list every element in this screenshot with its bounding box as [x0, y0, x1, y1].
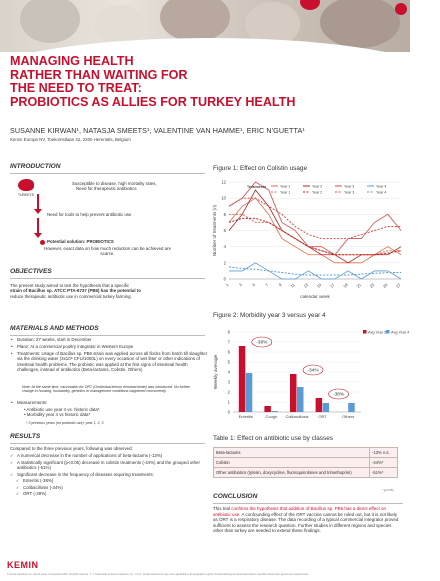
methods-list: [10, 337, 208, 374]
y-tick-label: 2: [227, 389, 230, 395]
authors: SUSANNE KIRWAN¹, NATASJA SMEETS¹, VALENTINE VAN HAMME¹, ERIC N'GUETTA¹: [10, 126, 305, 135]
y-tick-label: 4: [227, 369, 230, 375]
methods-footnote: * 3 previous years (no probiotic use): year 1, 2, 3: [26, 421, 104, 425]
turkey-photo-shape: [160, 0, 230, 42]
turkey-photo-shape: [20, 0, 80, 43]
legend-entry: Year 1: [280, 190, 291, 195]
bar-cough-1: [264, 406, 271, 412]
antibiotic-class-table: [213, 447, 398, 478]
x-tick-label: 19: [342, 282, 349, 289]
flow-arrow-head: [34, 209, 42, 214]
y-tick-label: 5: [227, 359, 230, 365]
intro-text: Need for therapeutic antibiotics: [76, 186, 137, 192]
result-item: ✓ A statistically significant (p<0.05) decrease in colistin treatments (-44%) and the grouped other antibiotics (-51%): [10, 460, 205, 471]
measurement-item: • Morbidity year 4 vs historic data*: [24, 412, 91, 418]
annotation-label: -38%: [332, 392, 345, 398]
x-tick-label: 15: [315, 282, 323, 289]
kemin-corner-mark: [395, 3, 407, 15]
y-tick-label: 4: [223, 244, 226, 250]
title-line: PROBIOTICS AS ALLIES FOR TURKEY HEALTH: [10, 94, 296, 109]
legend-entry: Year 4: [376, 190, 387, 195]
y-tick-label: 6: [223, 228, 226, 233]
y-axis-label: Number of treatments (n): [212, 204, 217, 257]
poster-title: [10, 55, 405, 109]
y-tick-label: 12: [221, 179, 226, 185]
intro-text: However, exact data on how much reduction can be achieved are: [43, 246, 172, 251]
results-intro: Compared to the three previous years, following was observed:: [10, 446, 133, 451]
bar-colibacillosis-2: [297, 387, 304, 412]
conclusion-heading: CONCLUSION: [213, 493, 258, 500]
bar-ort-2: [323, 403, 330, 412]
legend-entry: Year 3: [344, 190, 355, 195]
header-banner-image: [0, 0, 410, 52]
series-line-4: [229, 263, 401, 279]
conclusion-part: This trial: [213, 506, 232, 511]
x-tick-label: 21: [355, 282, 363, 289]
turkey-icon-label: TURKEYS: [18, 193, 35, 197]
table-row: [214, 468, 398, 478]
x-tick-label: 9: [277, 282, 283, 288]
x-tick-label: 7: [264, 282, 270, 288]
y-tick-label: 8: [223, 211, 226, 217]
result-item: ✓ A numerical decrease in the number of applications of beta-lactams (-13%): [10, 453, 205, 458]
y-tick-label: 2: [223, 260, 226, 266]
result-item: ✓ Significant decrease in the frequency of diseases requiring treatments:: [10, 472, 205, 477]
y-tick-label: 10: [221, 195, 226, 201]
title-line: THE NEED TO TREAT:: [10, 81, 142, 95]
colistin-usage-line-chart: [211, 176, 406, 301]
intro-line-1: [72, 181, 202, 192]
flow-arrow-shaft: [37, 194, 39, 210]
x-tick-label: 27: [395, 282, 402, 289]
x-tick-label: 23: [368, 282, 376, 289]
objectives-line: strain of Bacillus sp. ATCC PTA-6737 (PB6) has the potential to: [10, 288, 141, 294]
table-cell-label: Colistin: [214, 458, 370, 468]
title-line: RATHER THAN WAITING FOR: [10, 67, 188, 82]
table-cell-value: -13% n.s.: [370, 448, 398, 458]
legend-entry: Year 4: [376, 184, 387, 189]
x-tick-label: Enteritis: [238, 414, 254, 419]
bar-enteritis-1: [239, 346, 246, 412]
flow-arrow-shaft: [37, 218, 39, 234]
table-cell-value: -51%*: [370, 468, 398, 478]
turkey-wattle-shape: [300, 0, 320, 10]
bar-ort-1: [316, 398, 323, 412]
methods-heading: MATERIALS AND METHODS: [10, 325, 99, 332]
x-tick-label: 17: [328, 282, 336, 289]
series-line-6: [229, 218, 401, 254]
measurements-list: [10, 400, 208, 407]
objectives-line: The present study aimed to test the hypothesis that a specific: [10, 283, 130, 288]
figure2-title: Figure 2: Morbidity year 3 versus year 4: [213, 312, 326, 319]
y-tick-label: 6: [227, 349, 230, 355]
intro-line-2: Need for tools to help prevent antibiotic use: [47, 212, 132, 217]
bar-enteritis-2: [246, 373, 253, 412]
probiotic-icon: [40, 240, 45, 245]
result-subitem: ✓ ORT (-38%): [10, 491, 205, 496]
intro-text: scarce.: [100, 251, 115, 257]
y-tick-label: 0: [223, 276, 226, 282]
table-cell-label: Beta-lactams: [214, 448, 370, 458]
y-tick-label: 8: [227, 329, 230, 335]
table-cell-label: Other antibiotics (tylosin, doxycycline, fluoroquinolones and trimethoprim): [214, 468, 370, 478]
list-item: • Treatments: Usage of Bacillus sp. PB6 strain was applied across all flocks from hatch till slaughter via the drinking water (3x10⁸ CFU/1000L) on every occasion of wet litter or other indications of intestinal health problems. The probiotic was applied at the first signs of intestinal health challenges, instead of antibiotics (Beta-lactams, Colistin, Others): [10, 351, 208, 373]
x-tick-label: Colibacillosis: [285, 414, 309, 419]
x-tick-label: 5: [251, 282, 257, 288]
results-heading: RESULTS: [10, 433, 41, 440]
section-divider: [10, 278, 205, 279]
measurement-item: • Antibiotic use year 4 vs. historic data*: [24, 407, 100, 412]
x-tick-label: 3: [237, 282, 243, 288]
annotation-label: -38%: [256, 340, 268, 346]
x-tick-label: 11: [289, 282, 296, 289]
section-divider: [10, 443, 205, 444]
section-divider: [10, 335, 205, 336]
bar-colibacillosis-1: [290, 374, 297, 412]
legend-entry: Year 3: [344, 184, 355, 189]
legend-entry: Avg Year 4: [391, 330, 410, 335]
footer-legal: © Kemin Industries, Inc. and its group of companies 2019. All rights reserved. ® ™ Trademarks of Kemin Industries, Inc., U.S.A. Certain statements may not be applicable in all geographic regions. Product labeling and associated claims may differ based upon government requirements.: [7, 573, 309, 576]
list-item: • Measurements:: [10, 400, 208, 405]
legend-entry: Avg Year 3: [368, 330, 387, 335]
x-tick-label: 25: [381, 282, 389, 289]
legend-swatch: [363, 330, 367, 334]
conclusion-highlight: confirms the hypothesis that addition of Bacillus sp. PB6 has a direct effect on antibiotic use.: [213, 506, 387, 517]
x-axis-label: calendar week: [300, 294, 330, 299]
flow-arrow-head: [34, 233, 42, 238]
objectives-text: [10, 283, 208, 299]
bar-cough-2: [271, 411, 278, 412]
x-tick-label: ORT: [318, 414, 327, 419]
affiliation: Kemin Europa NV, Toekomstlaan 42, 2200 Herentals, Belgium: [10, 137, 131, 142]
legend-entry: Year 2: [312, 184, 323, 189]
legend-swatch: [386, 330, 390, 334]
y-tick-label: 0: [227, 409, 230, 415]
intro-text: Susceptible to disease, high mortality rates,: [72, 181, 157, 186]
list-item: • Place: At a commercial poultry integrator in Western Europe: [10, 344, 208, 349]
intro-line-3: Potential solution: PROBIOTICS: [47, 239, 114, 244]
series-line-5: [229, 214, 401, 254]
series-line-2: [229, 190, 401, 263]
kemin-logo: KEMIN: [7, 560, 39, 570]
result-subitem: ✓ Enteritis (-38%): [10, 478, 205, 483]
y-tick-label: 3: [227, 379, 230, 385]
list-item: • Duration: 27 weeks, start in December: [10, 337, 208, 342]
objectives-line: reduce therapeutic antibiotic use in commercial turkey farming.: [10, 293, 132, 299]
measurements-items: [24, 407, 204, 418]
section-divider: [10, 173, 205, 174]
table1-note: * (p<0.05): [382, 489, 394, 492]
bar-others-2: [348, 403, 355, 412]
results-list: [10, 453, 205, 498]
y-axis-label: Weekly average: [214, 354, 219, 390]
x-tick-label: 1: [224, 282, 230, 288]
methods-note: Note: At the same time, vaccination for ORT (Ornithobacterium rhinotracheale) was introduced. No further change in housing, husbandry, genetics or management conditions happened concurrently.: [22, 385, 190, 394]
legend-title: Treatments: [247, 185, 267, 189]
introduction-heading: INTRODUCTION: [10, 163, 61, 170]
table-row: [214, 448, 398, 458]
figure1-title: Figure 1: Effect on Colistin usage: [213, 165, 308, 172]
result-subitem: ✓ Colibacillosis (-34%): [10, 485, 205, 490]
annotation-label: -34%: [307, 368, 319, 374]
objectives-heading: OBJECTIVES: [10, 268, 52, 275]
legend-entry: Year 1: [280, 184, 291, 189]
conclusion-text: [213, 506, 401, 534]
y-tick-label: 7: [227, 339, 230, 345]
table1-title: Table 1: Effect on antibiotic use by classes: [213, 435, 333, 442]
title-line: MANAGING HEALTH: [10, 54, 134, 68]
table-row: [214, 458, 398, 468]
table-cell-value: -44%*: [370, 458, 398, 468]
x-tick-label: 13: [302, 282, 310, 289]
turkey-photo-shape: [320, 0, 400, 48]
y-tick-label: 1: [227, 399, 230, 405]
conclusion-part: A confounding effect of the ORT vaccine cannot be ruled out, but it is not likely as ORT is a respiratory disease. The data recording of a typical commercial integrator proved sufficient to assess the research question. Further studies in different regions and species other than turkey are needed to extend these findings.: [213, 511, 399, 534]
section-divider: [213, 503, 403, 504]
x-tick-label: Others: [342, 414, 355, 419]
legend-entry: Year 2: [312, 190, 323, 195]
morbidity-bar-chart: [211, 324, 410, 424]
intro-line-4: [10, 246, 205, 257]
x-tick-label: Cough: [265, 414, 278, 419]
turkey-icon: [18, 179, 34, 191]
